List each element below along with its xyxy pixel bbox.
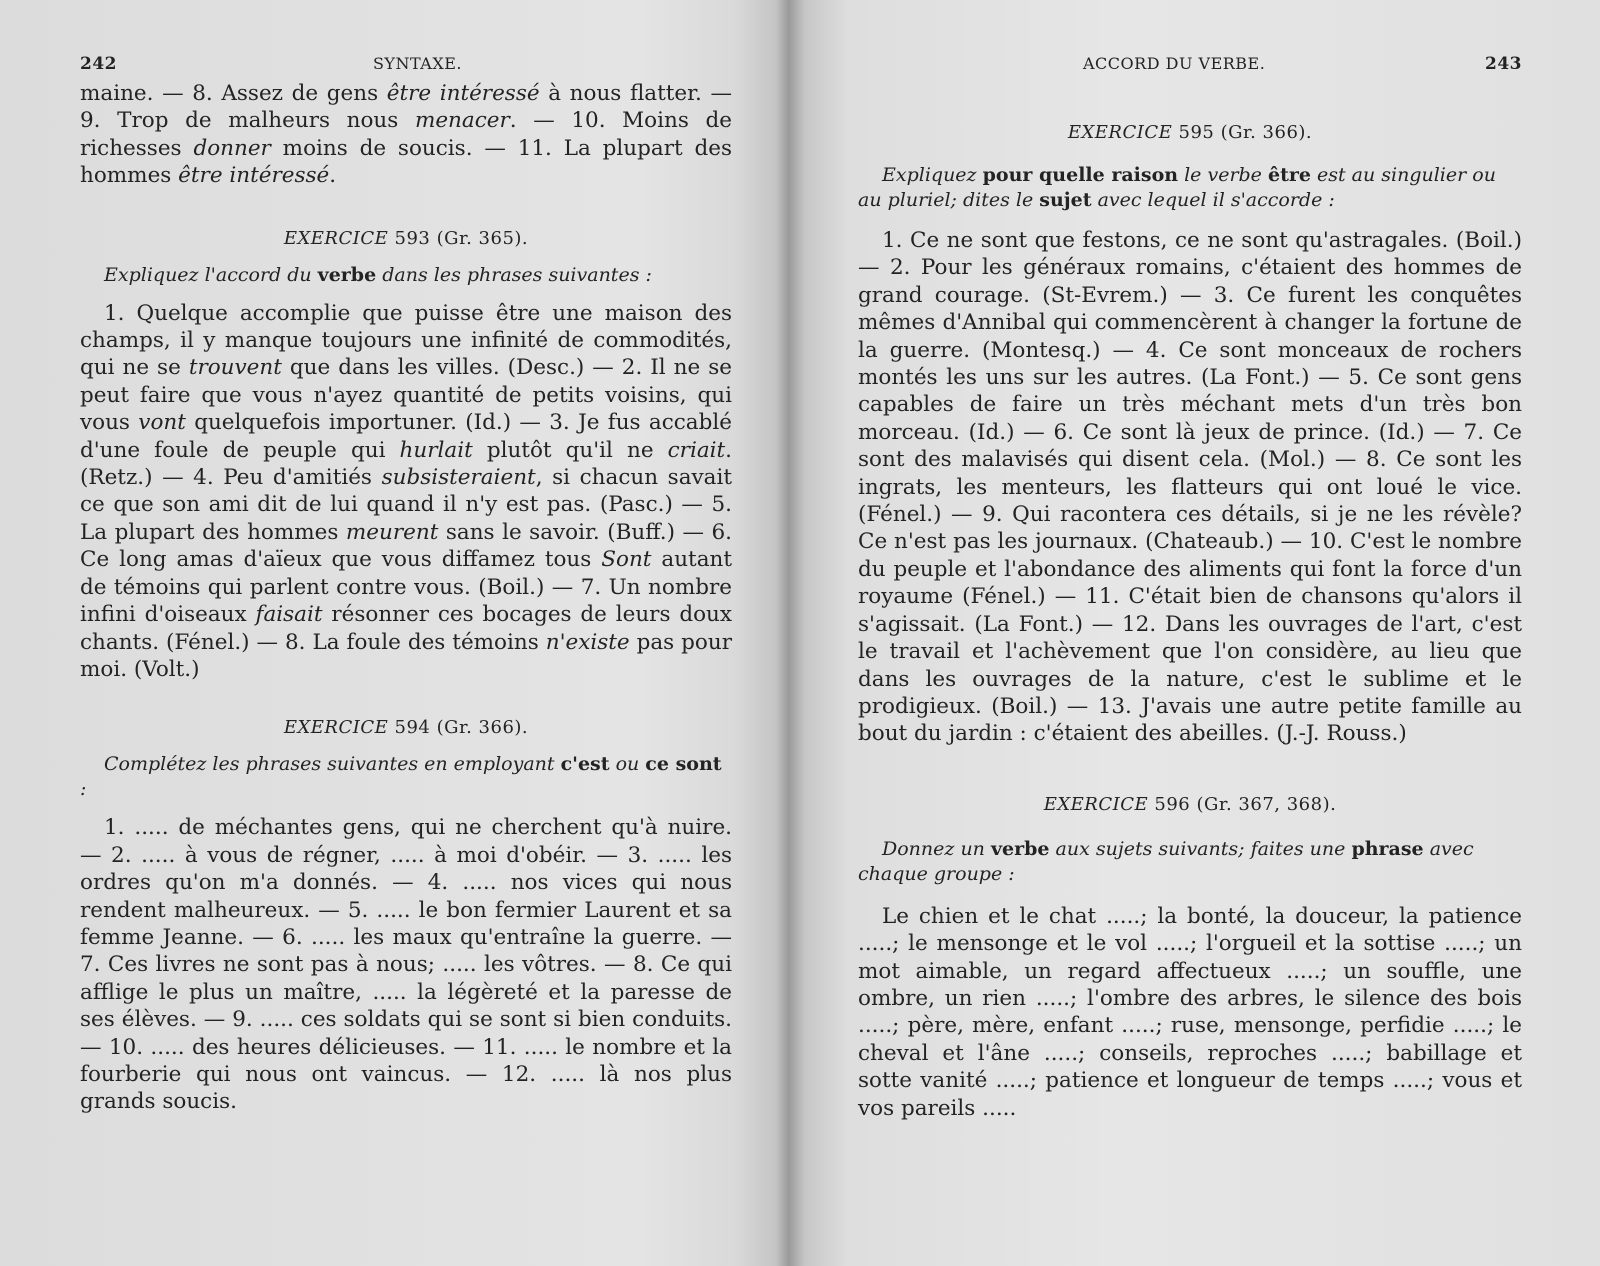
exercise-594-title-ref: 594 (Gr. 366). — [388, 717, 529, 739]
text-run: Le chien et le chat .....; la bonté, la douceur, la patience .....; le mensonge et le vol .....; l'orgueil et la sottise .....; un mot aimable, un regard affectueux .....; un souffle, une ombre, un rien .....; l'ombre des arbres, le silence des bois .....; père, mère, enfant .....; ruse, mensonge, perfidie .....; le cheval et l'âne .....; conseils, reproches .....; babillage et sotte vanité .....; patience et longueur de temps .....; vous et vos pareils ..... — [858, 903, 1522, 1121]
text-run: phrase — [1351, 837, 1424, 860]
exercise-595-title — [858, 122, 1522, 143]
text-run: maine. — 8. Assez de gens — [80, 81, 387, 106]
text-run: ou — [609, 753, 646, 776]
text-run: Expliquez l'accord du — [104, 263, 318, 286]
text-run: Sont — [601, 547, 652, 573]
right-page-number: 243 — [1485, 54, 1522, 74]
text-run: menacer — [414, 108, 510, 134]
text-run: être intéressé — [178, 163, 330, 189]
text-run: c'est — [560, 753, 610, 776]
text-run: n'existe — [545, 629, 630, 655]
text-run: vont — [138, 410, 186, 436]
exercise-596-body — [858, 903, 1522, 1122]
exercise-593-title — [80, 228, 732, 249]
exercise-593-title-ref: 593 (Gr. 365). — [388, 227, 529, 249]
left-page — [0, 0, 784, 1266]
text-run: moins de soucis. — 11. La plupart des hommes — [80, 135, 732, 189]
text-run: quelquefois importuner. (Id.) — 3. Je fus accablé d'une foule de peuple qui — [80, 410, 732, 463]
text-run: résonner ces bocages de leurs doux chants. (Fénel.) — 8. La foule des témoins — [80, 602, 732, 655]
exercise-594-title-word: EXERCICE — [283, 717, 389, 739]
exercise-596-title-ref: 596 (Gr. 367, 368). — [1148, 793, 1337, 815]
exercise-594-title — [80, 717, 732, 738]
text-run: être intéressé — [386, 81, 540, 106]
text-run: autant de témoins qui parlent contre vous. (Boil.) — 7. Un nombre infini d'oiseaux — [80, 547, 732, 628]
text-run: faisait — [255, 602, 323, 628]
text-run: pour quelle raison — [982, 164, 1179, 186]
text-run: : — [80, 778, 87, 801]
text-run: Expliquez — [882, 164, 983, 186]
exercise-595-title-ref: 595 (Gr. 366). — [1172, 122, 1313, 143]
text-run: sans le savoir. (Buff.) — 6. Ce long amas d'aïeux que vous diffamez tous — [80, 519, 732, 573]
text-run: . (Retz.) — 4. Peu d'amitiés — [80, 437, 733, 491]
right-page — [784, 0, 1600, 1266]
text-run: que dans les villes. (Desc.) — 2. Il ne se peut faire que vous n'ayez quantité de petits voisins, qui vous — [80, 355, 732, 436]
text-run: avec lequel il s'accorde : — [1091, 189, 1335, 211]
text-run: dans les phrases suivantes : — [376, 263, 652, 286]
text-run: subsisteraient — [381, 465, 536, 491]
text-run: être — [1267, 164, 1311, 186]
right-running-head — [858, 54, 1522, 84]
right-running-title: ACCORD DU VERBE. — [1083, 54, 1266, 73]
text-run: meurent — [345, 519, 439, 545]
exercise-593-instruction — [80, 263, 732, 288]
text-run: plutôt qu'il ne — [472, 437, 668, 463]
exercise-593-body — [80, 300, 732, 684]
text-run: trouvent — [188, 355, 282, 381]
text-run: verbe — [317, 263, 377, 286]
text-run: ce sont — [645, 753, 722, 776]
text-run: , si chacun savait ce que son ami dit de lui quand il n'y est pas. (Pasc.) — 5. La plupart des hommes — [80, 465, 732, 545]
text-run: . — 10. Moins de richesses — [80, 108, 732, 161]
text-run: . — [329, 163, 337, 189]
exercise-596-title — [858, 794, 1522, 815]
text-run: donner — [193, 135, 271, 161]
left-continuation-text — [80, 80, 732, 190]
exercise-594-instruction — [80, 752, 732, 802]
text-run: à nous flatter. — 9. Trop de malheurs nous — [80, 81, 732, 134]
text-run: hurlait — [399, 437, 473, 463]
exercise-595-title-word: EXERCICE — [1067, 122, 1173, 143]
exercise-594-body — [80, 814, 732, 1115]
text-run: Donnez un — [882, 837, 991, 860]
left-page-number: 242 — [80, 54, 117, 74]
text-run: criait — [667, 437, 726, 463]
exercise-595-instruction — [858, 163, 1522, 213]
exercise-595-body — [858, 227, 1522, 748]
left-running-title: SYNTAXE. — [372, 54, 462, 73]
exercise-596-title-word: EXERCICE — [1043, 793, 1149, 815]
exercise-596-instruction — [858, 837, 1522, 887]
text-run: 1. ..... de méchantes gens, qui ne cherchent qu'à nuire. — 2. ..... à vous de régner, ..... à moi d'obéir. — 3. ..... les ordres qu'on m'a donnés. — 4. ..... nos vices qui nous rendent malheureux. — 5. ..... le bon fermier Laurent et sa femme Jeanne. — 6. ..... les maux qu'entraîne la guerre. — 7. Ces livres ne sont pas à nous; ..... les vôtres. — 8. Ce qui afflige le plus un maître, ..... la légèreté et la paresse de ses élèves. — 9. ..... ces soldats qui se sont si bien conduits. — 10. ..... des heures délicieuses. — 11. ..... le nombre et la fourberie qui nous ont vaincus. — 12. ..... là nos plus grands soucis. — [80, 815, 732, 1115]
text-run: pas pour moi. (Volt.) — [80, 629, 732, 682]
exercise-593-title-word: EXERCICE — [283, 227, 389, 249]
text-run: verbe — [990, 837, 1050, 860]
text-run: avec chaque groupe : — [858, 837, 1474, 885]
text-run: le verbe — [1178, 164, 1268, 186]
text-run: Complétez les phrases suivantes en employant — [104, 753, 561, 776]
text-run: 1. Ce ne sont que festons, ce ne sont qu'astragales. (Boil.) — 2. Pour les généraux romains, c'étaient des hommes de grand courage. (St-Evrem.) — 3. Ce furent les conquêtes mêmes d'Annibal qui commencèrent à changer la fortune de la guerre. (Montesq.) — 4. Ce sont monceaux de rochers montés les uns sur les autres. (La Font.) — 5. Ce sont gens capables de faire un très méchant mets d'un très bon morceau. (Id.) — 6. Ce sont là jeux de prince. (Id.) — 7. Ce sont des malavisés qui disent cela. (Mol.) — 8. Ce sont les ingrats, les menteurs, les flatteurs qui ont loué le vice. (Fénel.) — 9. Qui racontera ces détails, si je ne les révèle? Ce n'est pas les journaux. (Chateaub.) — 10. C'est le nombre du peuple et l'abondance des aliments qui font la force d'un royaume (Fénel.) — 11. C'était bien de chansons qu'alors il s'agissait. (La Font.) — 12. Dans les ouvrages de l'art, c'est le travail et l'achèvement que l'on considère, au lieu que dans les ouvrages de la nature, c'est le sublime et le prodigieux. (Boil.) — 13. J'avais une autre petite famille au bout du jardin : c'étaient des abeilles. (J.-J. Rouss.) — [858, 228, 1522, 747]
text-run: sujet — [1039, 189, 1092, 211]
text-run: aux sujets suivants; faites une — [1049, 837, 1352, 860]
text-run: 1. Quelque accomplie que puisse être une maison des champs, il y manque toujours une infinité de commodités, qui ne se — [80, 300, 732, 381]
text-run: est au singulier ou au pluriel; dites le — [858, 164, 1496, 211]
